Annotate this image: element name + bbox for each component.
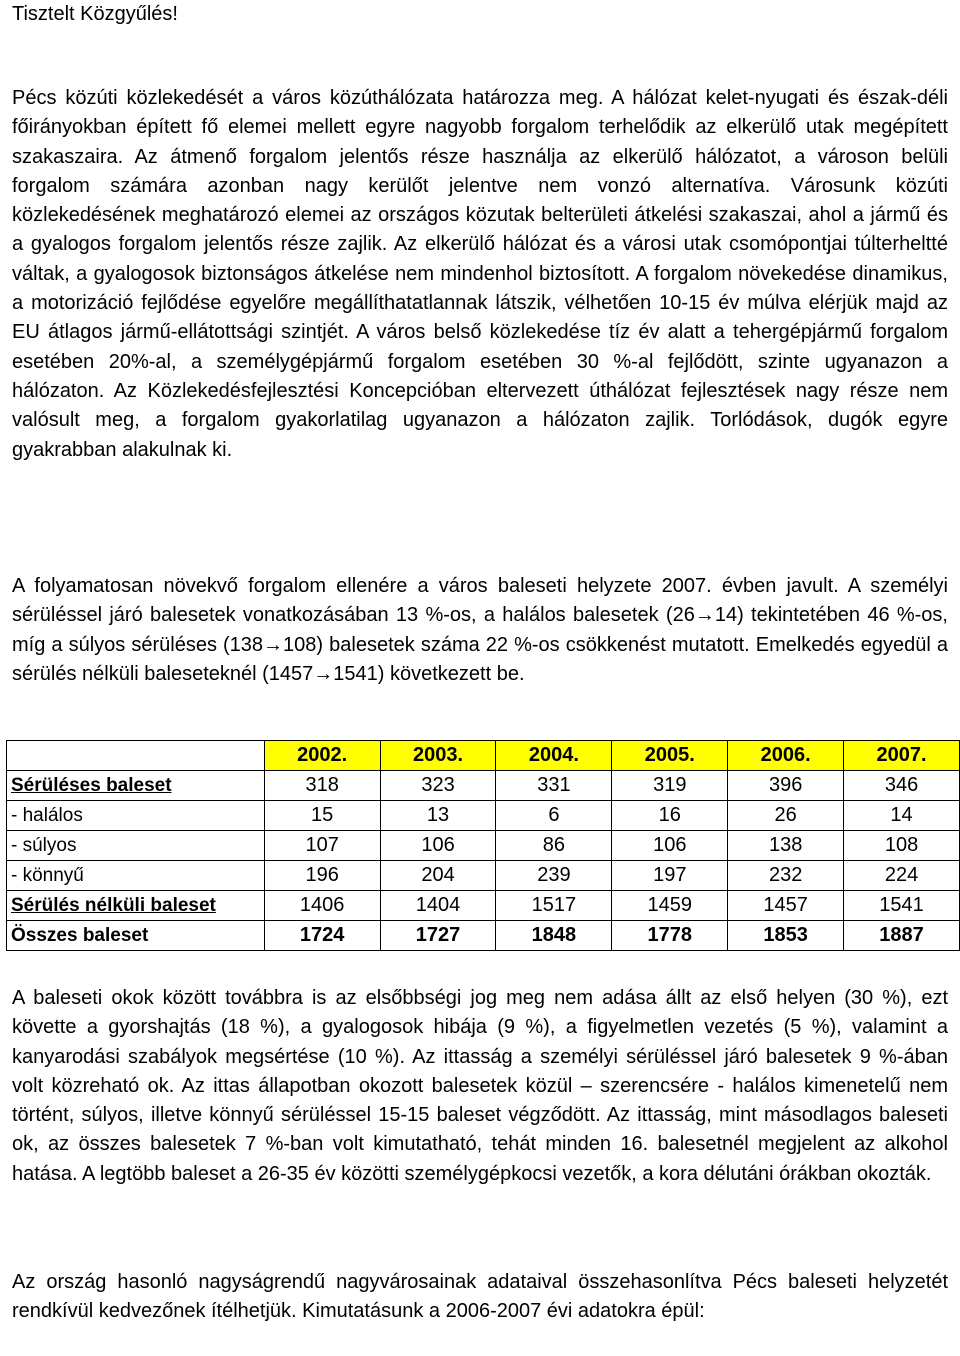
table-cell: 6	[496, 801, 612, 831]
table-row	[7, 831, 960, 861]
row-label-total-accidents: Összes baleset	[7, 921, 265, 951]
table-cell: 1517	[496, 891, 612, 921]
table-cell: 331	[496, 771, 612, 801]
table-cell: 396	[728, 771, 844, 801]
table-cell: 26	[728, 801, 844, 831]
year-header: 2006.	[728, 741, 844, 771]
table-cell: 138	[728, 831, 844, 861]
paragraph-accident-situation: A folyamatosan növekvő forgalom ellenére a város baleseti helyzete 2007. évben javult. A személyi sérüléssel járó balesetek vonatkozásában 13 %-os, a halálos balesetek (26→14) tekintetében 46 %-os, míg a súlyos sérüléses (138→108) balesetek száma 22 %-os csökkenést mutatott. Emelkedés egyedül a sérülés nélküli baleseteknél (1457→1541) következett be.	[12, 575, 948, 685]
table-cell: 1404	[380, 891, 496, 921]
table-cell: 1406	[264, 891, 380, 921]
table-cell: 319	[612, 771, 728, 801]
table-cell: 1459	[612, 891, 728, 921]
row-label-serious: - súlyos	[7, 831, 265, 861]
table-row	[7, 891, 960, 921]
table-cell: 16	[612, 801, 728, 831]
table-cell: 13	[380, 801, 496, 831]
table-row-total	[7, 921, 960, 951]
table-cell: 323	[380, 771, 496, 801]
table-cell: 1887	[844, 921, 960, 951]
table-cell: 1853	[728, 921, 844, 951]
table-cell: 1724	[264, 921, 380, 951]
year-header: 2003.	[380, 741, 496, 771]
year-header: 2005.	[612, 741, 728, 771]
table-cell: 318	[264, 771, 380, 801]
table-cell: 239	[496, 861, 612, 891]
table-row	[7, 771, 960, 801]
table-cell: 15	[264, 801, 380, 831]
paragraph-traffic-network: Pécs közúti közlekedését a város közúthálózata határozza meg. A hálózat kelet-nyugati és észak-déli főirányokban épített fő elemei mellett egyre nagyobb forgalom terhelődik az elkerülő utak megépített szakaszaira. Az átmenő forgalom jelentős része használja az elkerülő hálózatot, a városon belüli forgalom számára azonban nagy kerülőt jelentve nem vonzó alternatíva. Városunk közúti közlekedésének meghatározó elemei az országos közutak belterületi átkelési szakaszai, ahol a jármű és a gyalogos forgalom jelentős része zajlik. Az elkerülő hálózat és a városi utak csomópontjai túlterheltté váltak, a gyalogosok biztonságos átkelése nem mindenhol biztosított. A forgalom növekedése dinamikus, a motorizáció fejlődése egyelőre megállíthatatlannak látszik, vélhetően 10-15 év múlva elérjük majd az EU átlagos jármű-ellátottsági szintjét. A város belső közlekedése tíz év alatt a tehergépjármű forgalom esetében 20%-al, a személygépjármű forgalom esetében 30 %-al fejlődött, szinte ugyanazon a hálózaton. Az Közlekedésfejlesztési Koncepcióban eltervezett úthálózat fejlesztések nagy része nem valósult meg, a forgalom gyakorlatilag ugyanazon a hálózaton zajlik. Torlódások, dugók egyre gyakrabban alakulnak ki.	[12, 87, 948, 461]
row-label-no-injury-accident: Sérülés nélküli baleset	[7, 891, 265, 921]
table-cell: 107	[264, 831, 380, 861]
table-cell: 86	[496, 831, 612, 861]
row-label-fatal: - halálos	[7, 801, 265, 831]
table-cell: 346	[844, 771, 960, 801]
year-header: 2007.	[844, 741, 960, 771]
salutation: Tisztelt Közgyűlés!	[12, 3, 178, 25]
table-header-corner	[7, 741, 265, 771]
paragraph-accident-causes: A baleseti okok között továbbra is az elsőbbségi jog meg nem adása állt az első helyen (30 %), ezt követte a gyorshajtás (18 %), a gyalogosok hibája (9 %), a figyelmetlen vezetés (5 %), valamint a kanyarodási szabályok megsértése (10 %). Az ittasság a személyi sérüléssel járó balesetek 9 %-ában volt közreható ok. Az ittas állapotban okozott balesetek közül – szerencsére - halálos kimenetelű nem történt, súlyos, illetve könnyű sérüléssel 15-15 baleset végződött. Az ittasság, mint másodlagos baleseti ok, az összes balesetek 7 %-ban volt kimutatható, tehát minden 16. balesetnél megjelent az alkohol hatása. A legtöbb baleset a 26-35 év közötti személygépkocsi vezetők, a kora délutáni órákban okozták.	[12, 987, 948, 1185]
table-cell: 196	[264, 861, 380, 891]
table-cell: 106	[612, 831, 728, 861]
table-cell: 1778	[612, 921, 728, 951]
table-cell: 1727	[380, 921, 496, 951]
row-label-injury-accident: Sérüléses baleset	[7, 771, 265, 801]
accident-statistics-table-wrapper	[6, 740, 960, 951]
table-cell: 1457	[728, 891, 844, 921]
table-cell: 106	[380, 831, 496, 861]
table-cell: 197	[612, 861, 728, 891]
year-header: 2002.	[264, 741, 380, 771]
table-cell: 108	[844, 831, 960, 861]
table-cell: 14	[844, 801, 960, 831]
row-label-light: - könnyű	[7, 861, 265, 891]
year-header: 2004.	[496, 741, 612, 771]
table-cell: 204	[380, 861, 496, 891]
table-cell: 1541	[844, 891, 960, 921]
table-row	[7, 861, 960, 891]
table-cell: 224	[844, 861, 960, 891]
table-header-row	[7, 741, 960, 771]
paragraph-comparison: Az ország hasonló nagyságrendű nagyvárosainak adataival összehasonlítva Pécs baleseti helyzetét rendkívül kedvezőnek ítélhetjük. Kimutatásunk a 2006-2007 évi adatokra épül:	[12, 1271, 948, 1323]
accident-statistics-table	[6, 740, 960, 951]
table-row	[7, 801, 960, 831]
table-cell: 232	[728, 861, 844, 891]
table-cell: 1848	[496, 921, 612, 951]
